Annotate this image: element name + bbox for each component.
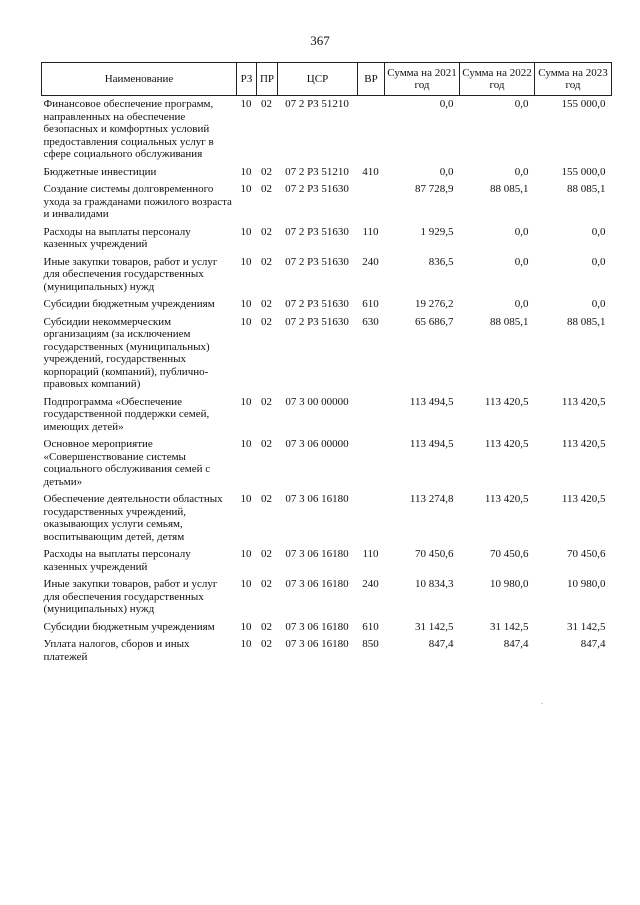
row-csr: 07 2 P3 51630 xyxy=(285,298,349,310)
row-sum-2021: 1 929,5 xyxy=(420,225,454,238)
row-sum-2021: 19 276,2 xyxy=(415,298,454,310)
row-pr: 02 xyxy=(261,395,272,408)
row-sum-2022: 0,0 xyxy=(514,225,529,238)
row-sum-2021: 113 274,8 xyxy=(409,493,454,505)
row-pr: 02 xyxy=(261,98,272,110)
row-sum-2022: 113 420,5 xyxy=(484,493,529,505)
row-name: Бюджетные инвестиции xyxy=(43,165,157,178)
row-sum-2022: 70 450,6 xyxy=(490,548,529,560)
row-name: Создание системы долговременного ухода за гражданами пожилого возраста и инвалидами xyxy=(43,183,232,220)
row-pr: 02 xyxy=(261,255,272,268)
row-csr: 07 3 06 16180 xyxy=(285,548,349,560)
row-sum-2021: 70 450,6 xyxy=(415,548,454,560)
table-body xyxy=(42,96,612,667)
row-sum-2023: 31 142,5 xyxy=(567,620,606,633)
row-rz: 10 xyxy=(240,438,252,450)
row-vr xyxy=(358,394,385,437)
row-csr: 07 2 P3 51630 xyxy=(285,225,349,238)
row-sum-2023: 113 420,5 xyxy=(561,438,606,450)
row-sum-2021: 113 494,5 xyxy=(409,395,454,408)
row-sum-2023: 155 000,0 xyxy=(561,98,606,110)
page-number: 367 xyxy=(310,33,330,48)
row-vr xyxy=(358,436,385,491)
row-pr: 02 xyxy=(261,548,272,560)
row-sum-2022: 113 420,5 xyxy=(484,395,529,408)
row-sum-2023: 88 085,1 xyxy=(567,315,606,328)
table-header-row xyxy=(42,63,612,96)
table-row xyxy=(42,576,612,619)
row-sum-2022: 88 085,1 xyxy=(490,183,529,195)
row-sum-2022: 0,0 xyxy=(514,165,529,178)
row-pr: 02 xyxy=(261,165,272,178)
header-csr: ЦСР xyxy=(278,63,358,96)
row-sum-2023: 70 450,6 xyxy=(567,548,606,560)
row-pr: 02 xyxy=(261,183,272,195)
row-sum-2023: 0,0 xyxy=(591,298,606,310)
row-rz: 10 xyxy=(240,578,252,590)
header-name: Наименование xyxy=(42,63,237,96)
row-sum-2021: 31 142,5 xyxy=(415,620,454,633)
row-name: Субсидии бюджетным учреждениям xyxy=(43,298,215,310)
row-name: Подпрограмма «Обеспечение государственной поддержки семей, имеющих детей» xyxy=(43,395,210,433)
row-sum-2021: 65 686,7 xyxy=(415,315,454,328)
header-vr: ВР xyxy=(358,63,385,96)
row-sum-2021: 0,0 xyxy=(439,165,454,178)
row-pr: 02 xyxy=(261,315,272,328)
table-row xyxy=(42,636,612,666)
row-rz: 10 xyxy=(240,548,252,560)
table-row xyxy=(42,436,612,491)
row-csr: 07 2 P3 51630 xyxy=(285,255,349,268)
row-sum-2022: 88 085,1 xyxy=(490,315,529,328)
row-csr: 07 2 P3 51630 xyxy=(285,183,349,195)
row-name: Субсидии некоммерческим организациям (за исключением государственных (муниципальных) учреждений, государственных корпораций (компаний), публично-правовых компаний) xyxy=(43,315,210,390)
row-vr xyxy=(358,96,385,164)
header-pr: ПР xyxy=(257,63,278,96)
row-csr: 07 2 P3 51630 xyxy=(285,315,349,328)
row-name: Основное мероприятие «Совершенствование системы социального обслуживания семей с детьми» xyxy=(43,438,211,488)
row-sum-2023: 10 980,0 xyxy=(567,578,606,590)
row-rz: 10 xyxy=(240,98,252,110)
table-row xyxy=(42,296,612,314)
row-pr: 02 xyxy=(261,638,272,650)
row-csr: 07 3 06 16180 xyxy=(285,620,349,633)
row-pr: 02 xyxy=(261,620,272,633)
row-sum-2022: 113 420,5 xyxy=(484,438,529,450)
row-name: Субсидии бюджетным учреждениям xyxy=(43,620,215,633)
row-pr: 02 xyxy=(261,438,272,450)
row-pr: 02 xyxy=(261,578,272,590)
budget-table xyxy=(41,62,612,666)
row-rz: 10 xyxy=(240,315,252,328)
row-pr: 02 xyxy=(261,225,272,238)
row-rz: 10 xyxy=(240,255,252,268)
table-row xyxy=(42,181,612,224)
row-csr: 07 3 06 00000 xyxy=(285,438,349,450)
header-sum-2023: Сумма на 2023 год xyxy=(535,63,612,96)
row-sum-2021: 836,5 xyxy=(428,255,454,268)
row-rz: 10 xyxy=(240,225,252,238)
row-vr xyxy=(358,491,385,546)
row-vr: 110 xyxy=(362,548,379,560)
row-sum-2022: 31 142,5 xyxy=(490,620,529,633)
row-sum-2023: 847,4 xyxy=(580,638,606,650)
row-sum-2023: 88 085,1 xyxy=(567,183,606,195)
header-sum-2021: Сумма на 2021 год xyxy=(385,63,460,96)
row-sum-2023: 113 420,5 xyxy=(561,395,606,408)
row-sum-2022: 847,4 xyxy=(503,638,529,650)
row-vr xyxy=(358,181,385,224)
row-vr: 110 xyxy=(362,225,379,238)
row-sum-2022: 0,0 xyxy=(514,255,529,268)
row-csr: 07 2 P3 51210 xyxy=(285,165,349,178)
table-row xyxy=(42,546,612,576)
dot-mark: . xyxy=(541,696,544,706)
row-sum-2021: 0,0 xyxy=(439,98,454,110)
row-vr: 850 xyxy=(362,638,379,650)
row-rz: 10 xyxy=(240,165,252,178)
row-rz: 10 xyxy=(240,493,252,505)
table-row xyxy=(42,314,612,394)
header-sum-2022: Сумма на 2022 год xyxy=(460,63,535,96)
table-row xyxy=(42,224,612,254)
row-name: Иные закупки товаров, работ и услуг для обеспечения государственных (муниципальных) нужд xyxy=(43,578,218,615)
row-sum-2021: 113 494,5 xyxy=(409,438,454,450)
row-vr: 240 xyxy=(362,255,379,268)
row-sum-2023: 0,0 xyxy=(591,255,606,268)
row-name: Расходы на выплаты персоналу казенных учреждений xyxy=(43,225,191,250)
header-rz: РЗ xyxy=(237,63,257,96)
row-rz: 10 xyxy=(240,395,252,408)
row-csr: 07 2 P3 51210 xyxy=(285,98,349,110)
row-vr: 610 xyxy=(362,620,379,633)
row-sum-2023: 0,0 xyxy=(591,225,606,238)
row-name: Иные закупки товаров, работ и услуг для обеспечения государственных (муниципальных) нужд xyxy=(43,255,218,293)
row-name: Уплата налогов, сборов и иных платежей xyxy=(43,638,190,663)
row-sum-2022: 0,0 xyxy=(514,298,529,310)
row-pr: 02 xyxy=(261,298,272,310)
row-vr: 610 xyxy=(362,298,379,310)
row-sum-2022: 0,0 xyxy=(514,98,529,110)
row-sum-2021: 847,4 xyxy=(428,638,454,650)
table-row xyxy=(42,491,612,546)
row-name: Финансовое обеспечение программ, направленных на обеспечение безопасных и комфортных условий предоставления социальных услуг в сфере социального обслуживания xyxy=(43,98,214,160)
table-row xyxy=(42,96,612,164)
row-name: Расходы на выплаты персоналу казенных учреждений xyxy=(43,548,191,573)
row-rz: 10 xyxy=(240,183,252,195)
row-rz: 10 xyxy=(240,298,252,310)
row-vr: 630 xyxy=(362,315,379,328)
row-name: Обеспечение деятельности областных государственных учреждений, оказывающих услуги семьям, воспитывающим детей, детям xyxy=(43,493,223,543)
row-rz: 10 xyxy=(240,638,252,650)
row-sum-2023: 113 420,5 xyxy=(561,493,606,505)
table-row xyxy=(42,394,612,437)
table-row xyxy=(42,619,612,637)
row-pr: 02 xyxy=(261,493,272,505)
row-rz: 10 xyxy=(240,620,252,633)
row-csr: 07 3 06 16180 xyxy=(285,493,349,505)
row-vr: 410 xyxy=(362,165,379,178)
row-sum-2022: 10 980,0 xyxy=(490,578,529,590)
row-csr: 07 3 06 16180 xyxy=(285,638,349,650)
row-sum-2023: 155 000,0 xyxy=(561,165,606,178)
table-row xyxy=(42,254,612,297)
row-sum-2021: 10 834,3 xyxy=(415,578,454,590)
row-csr: 07 3 00 00000 xyxy=(285,395,349,408)
row-csr: 07 3 06 16180 xyxy=(285,578,349,590)
row-vr: 240 xyxy=(362,578,379,590)
row-sum-2021: 87 728,9 xyxy=(415,183,454,195)
table-row xyxy=(42,164,612,182)
